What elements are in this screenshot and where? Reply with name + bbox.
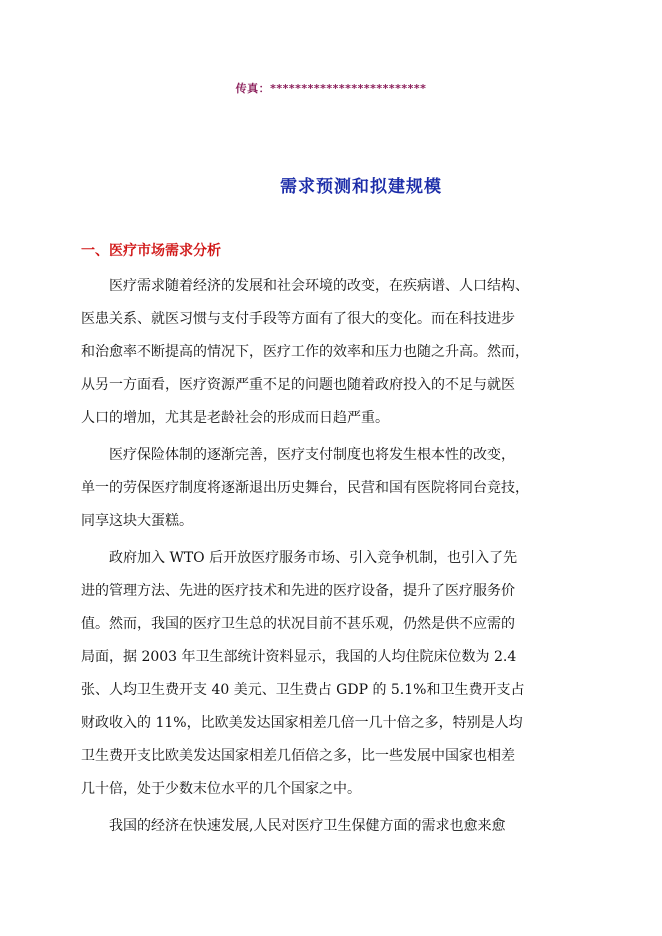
section-heading: 一、医疗市场需求分析 bbox=[81, 243, 221, 259]
document-title: 需求预测和拟建规模 bbox=[280, 177, 442, 197]
body-text bbox=[81, 270, 611, 843]
text-line: 医患关系、就医习惯与支付手段等方面有了很大的变化。而在科技进步 bbox=[81, 311, 515, 327]
text-line: 张、人均卫生费开支 40 美元、卫生费占 GDP 的 5.1%和卫生费开支占 bbox=[81, 682, 525, 698]
text-line: 人口的增加，尤其是老龄社会的形成而日趋严重。 bbox=[81, 410, 389, 426]
text-line: 进的管理方法、先进的医疗技术和先进的医疗设备，提升了医疗服务价 bbox=[81, 583, 515, 599]
text-line: 同享这块大蛋糕。 bbox=[81, 513, 193, 529]
paragraph-1 bbox=[81, 270, 611, 435]
paragraph-2 bbox=[81, 439, 611, 538]
fax-line: 传真：************************* bbox=[235, 82, 427, 95]
text-line: 单一的劳保医疗制度将逐渐退出历史舞台，民营和国有医院将同台竞技， bbox=[81, 480, 529, 496]
paragraph-3 bbox=[81, 542, 611, 806]
text-line: 医疗需求随着经济的发展和社会环境的改变，在疾病谱、人口结构、 bbox=[109, 278, 529, 294]
text-line: 政府加入 WTO 后开放医疗服务市场、引入竞争机制，也引入了先 bbox=[109, 550, 518, 566]
text-line: 从另一方面看，医疗资源严重不足的问题也随着政府投入的不足与就医 bbox=[81, 377, 515, 393]
text-line: 医疗保险体制的逐渐完善，医疗支付制度也将发生根本性的改变， bbox=[109, 447, 515, 463]
text-line: 卫生费开支比欧美发达国家相差几佰倍之多，比一些发展中国家也相差 bbox=[81, 748, 515, 764]
text-line: 和治愈率不断提高的情况下，医疗工作的效率和压力也随之升高。然而， bbox=[81, 344, 529, 360]
text-line: 局面，据 2003 年卫生部统计资料显示，我国的人均住院床位数为 2.4 bbox=[81, 649, 517, 665]
text-line: 我国的经济在快速发展,人民对医疗卫生保健方面的需求也愈来愈 bbox=[109, 818, 506, 834]
text-line: 财政收入的 11%，比欧美发达国家相差几倍一几十倍之多，特别是人均 bbox=[81, 715, 523, 731]
text-line: 几十倍，处于少数末位水平的几个国家之中。 bbox=[81, 781, 361, 797]
text-line: 值。然而，我国的医疗卫生总的状况目前不甚乐观，仍然是供不应需的 bbox=[81, 616, 515, 632]
paragraph-4 bbox=[81, 810, 611, 843]
